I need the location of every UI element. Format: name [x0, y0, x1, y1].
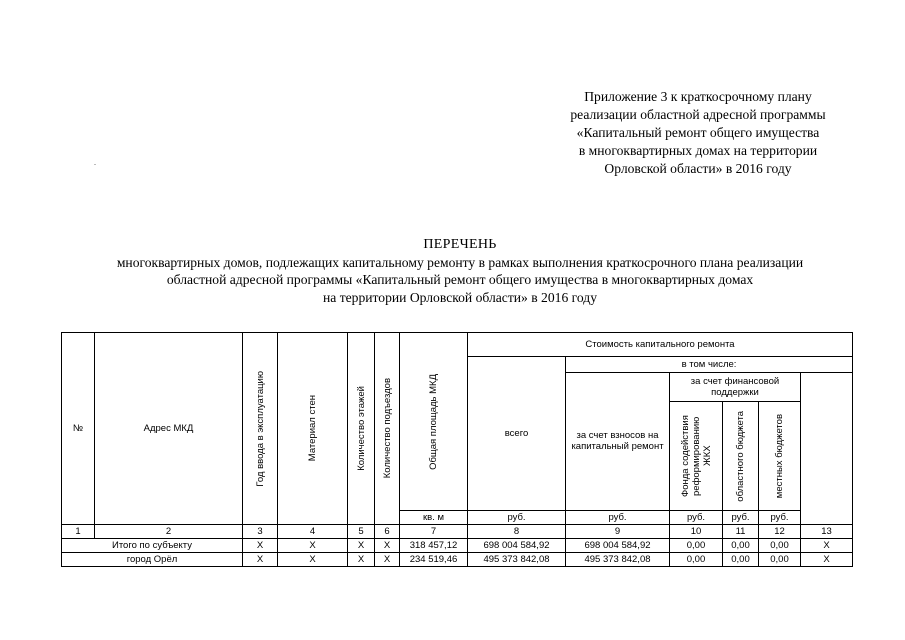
unit-contributions: руб. — [566, 511, 670, 525]
column-number: 4 — [278, 525, 348, 539]
document-title: ПЕРЕЧЕНЬ — [423, 237, 497, 252]
header-entrances: Количество подъездов — [375, 333, 400, 525]
row-cell: X — [375, 553, 400, 567]
header-financial-support: за счет финансовой поддержки — [670, 372, 801, 402]
header-fund: Фонда содействия реформированию ЖКХ — [670, 402, 723, 511]
column-number: 8 — [468, 525, 566, 539]
row-cell: X — [801, 553, 853, 567]
row-cell: X — [348, 553, 375, 567]
appendix-caption — [548, 88, 848, 178]
column-number-row — [62, 525, 853, 539]
unit-total: руб. — [468, 511, 566, 525]
houses-table — [61, 332, 853, 567]
header-num: № — [62, 333, 95, 525]
row-cell: 495 373 842,08 — [566, 553, 670, 567]
column-number: 1 — [62, 525, 95, 539]
column-number: 5 — [348, 525, 375, 539]
column-number: 7 — [400, 525, 468, 539]
appendix-line: реализации областной адресной программы — [570, 107, 826, 122]
appendix-line: в многоквартирных домах на территории — [578, 143, 818, 158]
header-local: местных бюджетов — [759, 402, 801, 511]
header-total: всего — [468, 357, 566, 511]
row-cell: 0,00 — [670, 539, 723, 553]
appendix-line: Орловской области» в 2016 году — [604, 161, 792, 176]
unit-area: кв. м — [400, 511, 468, 525]
unit-local: руб. — [759, 511, 801, 525]
row-cell: 318 457,12 — [400, 539, 468, 553]
row-cell: 0,00 — [759, 539, 801, 553]
column-number: 11 — [723, 525, 759, 539]
row-cell: X — [278, 539, 348, 553]
row-cell: 0,00 — [759, 553, 801, 567]
scan-speck — [94, 164, 96, 165]
row-name: Итого по субъекту — [62, 539, 243, 553]
header-address: Адрес МКД — [95, 333, 243, 525]
row-cell: 0,00 — [670, 553, 723, 567]
header-material: Материал стен — [278, 333, 348, 525]
appendix-line: «Капитальный ремонт общего имущества — [576, 125, 820, 140]
row-cell: X — [375, 539, 400, 553]
row-cell: X — [243, 539, 278, 553]
unit-regional: руб. — [723, 511, 759, 525]
column-number: 13 — [801, 525, 853, 539]
table-row — [62, 539, 853, 553]
column-number: 9 — [566, 525, 670, 539]
table-row — [62, 553, 853, 567]
heading-line: на территории Орловской области» в 2016 году — [322, 289, 598, 305]
header-regional: областного бюджета — [723, 402, 759, 511]
header-floors: Количество этажей — [348, 333, 375, 525]
row-cell: 698 004 584,92 — [468, 539, 566, 553]
header-including: в том числе: — [566, 357, 853, 373]
row-cell: X — [348, 539, 375, 553]
document-heading — [40, 236, 880, 306]
header-area: Общая площадь МКД — [400, 333, 468, 511]
heading-line: областной адресной программы «Капитальный ремонт общего имущества в многоквартирных домах — [166, 272, 754, 287]
column-number: 2 — [95, 525, 243, 539]
header-cost-group: Стоимость капитального ремонта — [468, 333, 853, 357]
column-number: 12 — [759, 525, 801, 539]
row-cell: X — [801, 539, 853, 553]
column-number: 6 — [375, 525, 400, 539]
row-name: город Орёл — [62, 553, 243, 567]
row-cell: X — [278, 553, 348, 567]
appendix-line: Приложение 3 к краткосрочному плану — [584, 89, 812, 104]
header-contributions: за счет взносов на капитальный ремонт — [566, 372, 670, 511]
heading-line: многоквартирных домов, подлежащих капитальному ремонту в рамках выполнения краткосрочного плана реализации — [116, 254, 804, 270]
row-cell: 234 519,46 — [400, 553, 468, 567]
row-cell: 0,00 — [723, 539, 759, 553]
header-year: Год ввода в эксплуатацию — [243, 333, 278, 525]
row-cell: 698 004 584,92 — [566, 539, 670, 553]
column-number: 10 — [670, 525, 723, 539]
row-cell: X — [243, 553, 278, 567]
row-cell: 0,00 — [723, 553, 759, 567]
row-cell: 495 373 842,08 — [468, 553, 566, 567]
unit-fund: руб. — [670, 511, 723, 525]
column-number: 3 — [243, 525, 278, 539]
